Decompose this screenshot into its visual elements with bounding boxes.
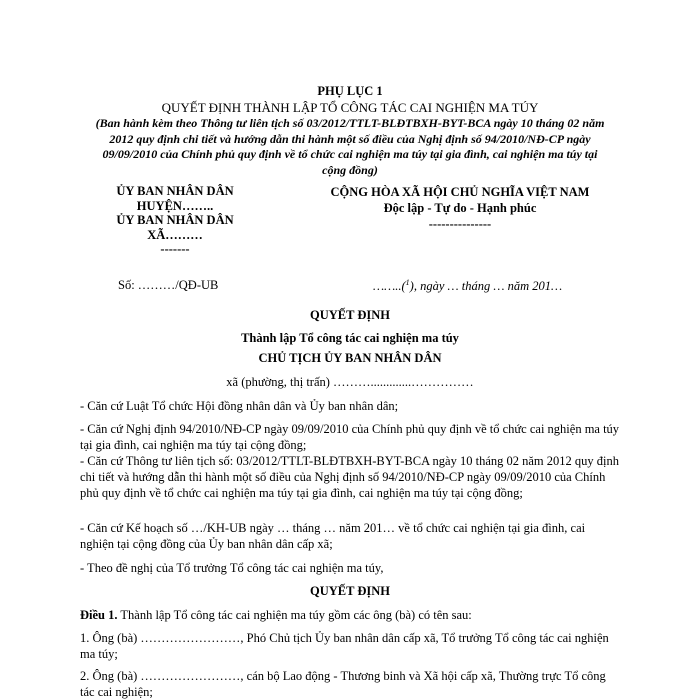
proposal-line: - Theo đề nghị của Tổ trưởng Tổ công tác cai nghiện ma túy, — [80, 561, 384, 575]
document-note: (Ban hành kèm theo Thông tư liên tịch số 03/2012/TTLT-BLĐTBXH-BYT-BCA ngày 10 tháng 02 năm 2012 quy định chi tiết và hướng dẫn thi hành một số điều của Nghị định số 94/2010/NĐ-CP ngày 09/09/2010 của Chính phủ quy định về tổ chức cai nghiện ma túy tại gia đình, cai nghiện ma túy tại cộng đồng) — [95, 116, 605, 177]
article-1-label: Điều 1. — [80, 608, 118, 622]
issuer-line-3: ỦY BAN NHÂN DÂN — [116, 213, 234, 227]
member-item: 1. Ông (bà) ……………………, Phó Chủ tịch Ủy ban nhân dân cấp xã, Tổ trưởng Tổ công tác cai nghiện ma túy; — [80, 631, 609, 661]
legal-basis-item: - Căn cứ Nghị định 94/2010/NĐ-CP ngày 09/09/2010 của Chính phủ quy định về tổ chức cai nghiện ma túy tại gia đình, cai nghiện ma túy tại cộng đồng; — [80, 422, 620, 452]
issuer-line-1: ỦY BAN NHÂN DÂN — [116, 184, 234, 198]
appendix-title: PHỤ LỤC 1 — [317, 84, 383, 98]
issuer-line-4: XÃ……… — [147, 227, 203, 242]
decides-heading: QUYẾT ĐỊNH — [310, 584, 390, 598]
article-1-text: Thành lập Tổ công tác cai nghiện ma túy gồm các ông (bà) có tên sau: — [117, 608, 472, 622]
commune-line: xã (phường, thị trấn) ……….............…………… — [226, 375, 474, 389]
decision-subject: Thành lập Tổ công tác cai nghiện ma túy — [241, 331, 459, 345]
legal-basis-item: - Căn cứ Kế hoạch số …/KH-UB ngày … tháng … năm 201… về tổ chức cai nghiện tại gia đình, cai nghiện tại cộng đồng của Ủy ban nhân dân cấp xã; — [80, 521, 586, 551]
document-title: QUYẾT ĐỊNH THÀNH LẬP TỔ CÔNG TÁC CAI NGHIỆN MA TÚY — [161, 100, 539, 115]
date-prefix: ……..( — [373, 279, 406, 294]
country-name: CỘNG HÒA XÃ HỘI CHỦ NGHĨA VIỆT NAM — [330, 185, 590, 199]
motto-divider: --------------- — [428, 217, 492, 231]
document-date — [373, 278, 562, 294]
footnote-marker: 1 — [405, 278, 410, 287]
article-1 — [80, 607, 620, 623]
document-number: Số: ………/QĐ-UB — [118, 278, 219, 292]
member-item: 2. Ông (bà) ……………………, cán bộ Lao động - Thương binh và Xã hội cấp xã, Thường trực Tổ công tác cai nghiện; — [80, 669, 606, 699]
legal-basis-item: - Căn cứ Luật Tổ chức Hội đồng nhân dân và Ủy ban nhân dân; — [80, 399, 399, 413]
chairman-title: CHỦ TỊCH ỦY BAN NHÂN DÂN — [258, 351, 442, 365]
issuer-block — [90, 184, 260, 257]
date-suffix: ), ngày … tháng … năm 201… — [409, 279, 563, 294]
legal-basis-item: - Căn cứ Thông tư liên tịch số: 03/2012/TTLT-BLĐTBXH-BYT-BCA ngày 10 tháng 02 năm 2012 quy định chi tiết và hướng dẫn thi hành một số điều của Nghị định số 94/2010/NĐ-CP ngày 09/09/2010 của Chính phủ quy định về tổ chức cai nghiện ma túy tại gia đình, cai nghiện ma túy tại cộng đồng; — [80, 454, 619, 500]
issuer-line-2: HUYỆN…….. — [136, 198, 214, 213]
decision-heading: QUYẾT ĐỊNH — [310, 308, 390, 322]
issuer-divider: ------- — [160, 242, 190, 256]
national-header-block — [285, 184, 635, 232]
national-motto: Độc lập - Tự do - Hạnh phúc — [383, 201, 537, 215]
